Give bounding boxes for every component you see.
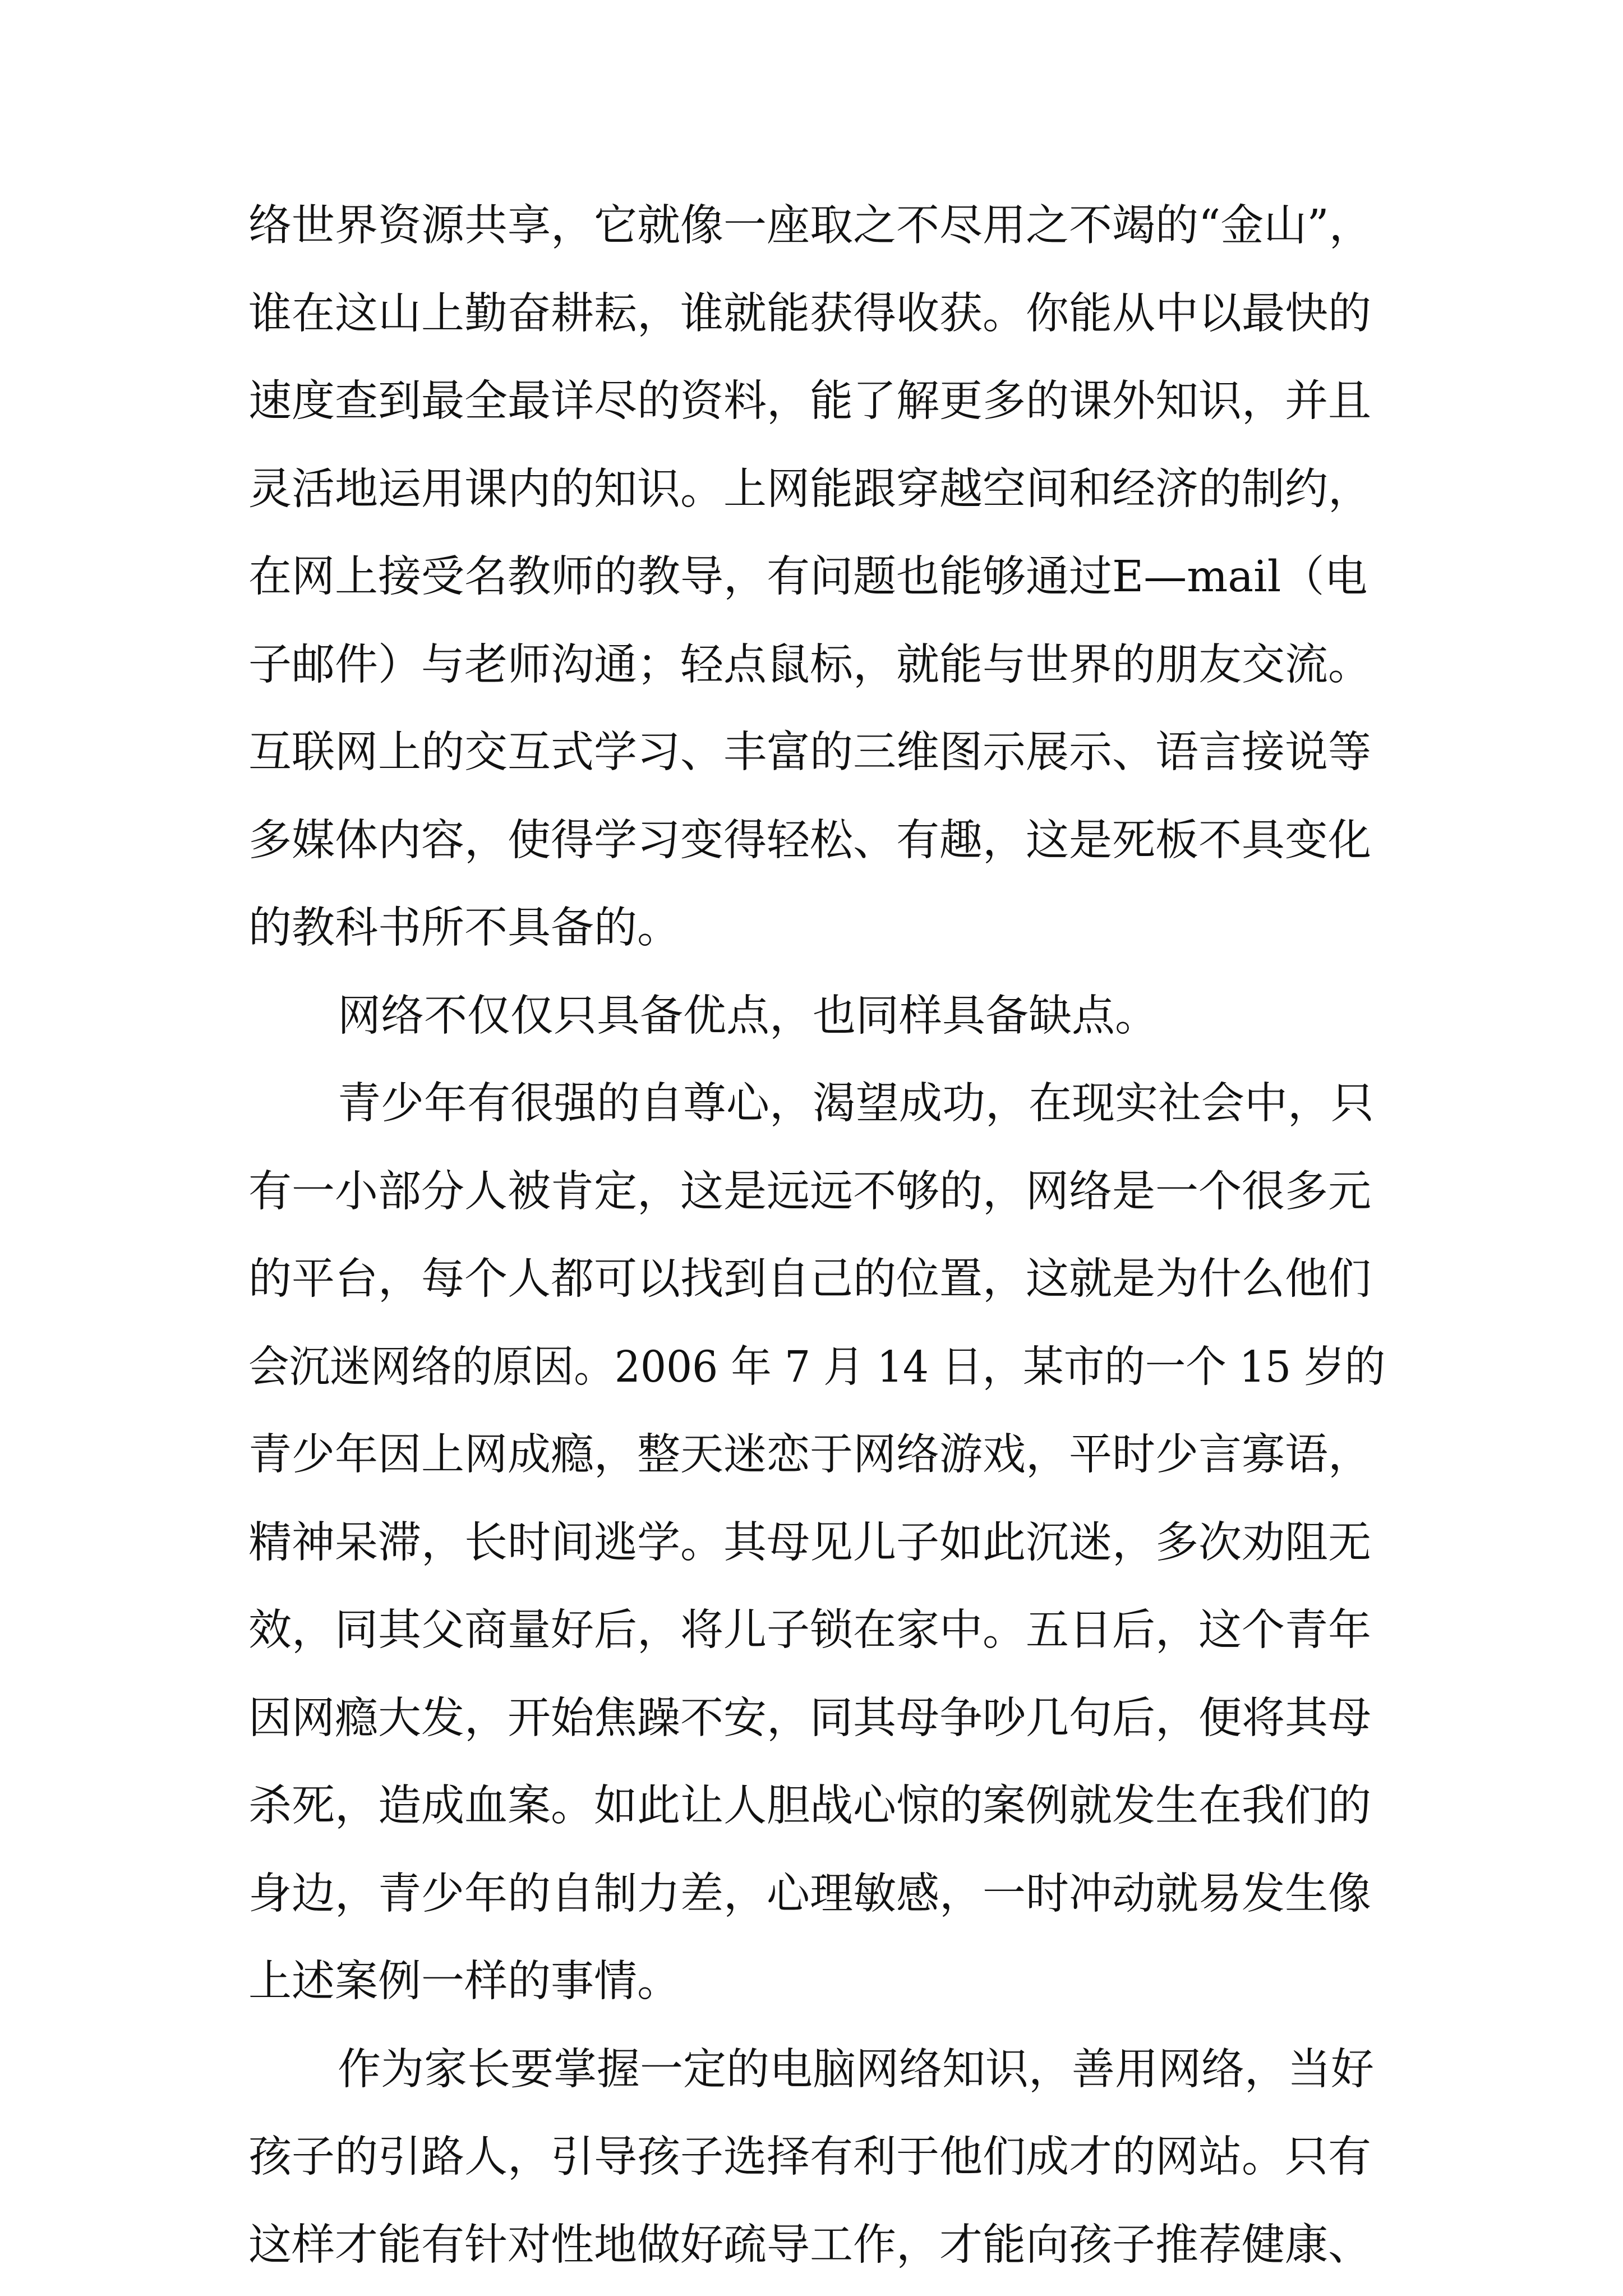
body-text-line: 上述案例一样的事情。 <box>248 1957 680 2007</box>
body-text-line: 多媒体内容，使得学习变得轻松、有趣，这是死板不具变化 <box>248 816 1371 866</box>
body-text-line: 有一小部分人被肯定，这是远远不够的，网络是一个很多元 <box>248 1167 1371 1217</box>
body-text-line: 谁在这山上勤奋耕耘，谁就能获得收获。你能从中以最快的 <box>248 289 1371 339</box>
body-text-line: 的教科书所不具备的。 <box>248 903 680 953</box>
body-text-line: 速度查到最全最详尽的资料，能了解更多的课外知识，并且 <box>248 376 1371 426</box>
body-text-line: 孩子的引路人，引导孩子选择有利于他们成才的网站。只有 <box>248 2132 1371 2182</box>
body-text-line: 杀死，造成血案。如此让人胆战心惊的案例就发生在我们的 <box>248 1781 1371 1831</box>
body-text-line: 青少年有很强的自尊心，渴望成功，在现实社会中，只 <box>338 1079 1374 1129</box>
body-text-line: 子邮件）与老师沟通；轻点鼠标，就能与世界的朋友交流。 <box>248 640 1371 690</box>
body-text-line: 网络不仅仅只具备优点，也同样具备缺点。 <box>338 991 1158 1041</box>
body-text-line: 青少年因上网成瘾，整天迷恋于网络游戏，平时少言寡语， <box>248 1430 1371 1480</box>
body-text-line: 精神呆滞，长时间逃学。其母见儿子如此沉迷，多次劝阻无 <box>248 1518 1371 1568</box>
body-text-line: 这样才能有针对性地做好疏导工作，才能向孩子推荐健康、 <box>248 2220 1371 2270</box>
body-text-line: 会沉迷网络的原因。2006 年 7 月 14 日，某市的一个 15 岁的 <box>248 1342 1386 1392</box>
body-text-line: 的平台，每个人都可以找到自己的位置，这就是为什么他们 <box>248 1254 1371 1304</box>
body-text-line: 在网上接受名教师的教导，有问题也能够通过E—mail（电 <box>248 552 1368 602</box>
body-text-line: 效，同其父商量好后，将儿子锁在家中。五日后，这个青年 <box>248 1605 1371 1655</box>
body-text-line: 作为家长要掌握一定的电脑网络知识，善用网络，当好 <box>338 2045 1374 2095</box>
body-text-line: 身边，青少年的自制力差，心理敏感，一时冲动就易发生像 <box>248 1869 1371 1919</box>
body-text-line: 互联网上的交互式学习、丰富的三维图示展示、语言接说等 <box>248 728 1371 777</box>
body-text-line: 络世界资源共享，它就像一座取之不尽用之不竭的“金山”， <box>248 201 1372 251</box>
body-text-line: 因网瘾大发，开始焦躁不安，同其母争吵几句后，便将其母 <box>248 1694 1371 1743</box>
body-text-line: 灵活地运用课内的知识。上网能跟穿越空间和经济的制约， <box>248 464 1371 514</box>
